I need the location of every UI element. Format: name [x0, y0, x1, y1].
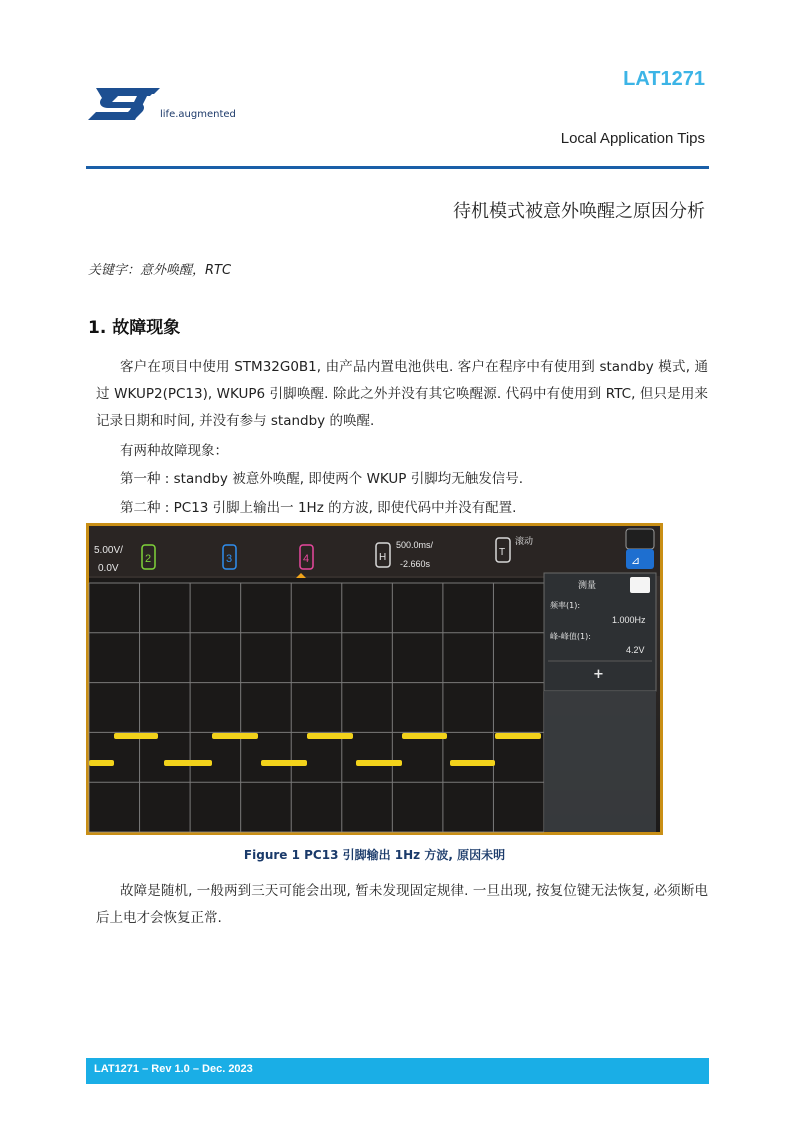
scope-top-bar — [89, 526, 660, 576]
doc-id: LAT1271 — [623, 68, 705, 90]
ch4-label: 4 — [303, 553, 310, 565]
graticule — [89, 578, 544, 832]
waveform-segment — [261, 760, 307, 766]
freq-label: 频率(1): — [550, 601, 581, 610]
keywords: 关键字：意外唤醒，RTC — [88, 263, 232, 278]
time-delay: -2.660s — [400, 559, 431, 569]
waveform-segment — [450, 760, 495, 766]
waveform-segment — [495, 733, 541, 739]
ch1-offset: 0.0V — [98, 563, 119, 574]
pp-value: 4.2V — [626, 645, 645, 655]
timebase: 500.0ms/ — [396, 540, 434, 550]
waveform-segment — [307, 733, 353, 739]
paragraph-failure-pattern: 故障是随机, 一般两到三天可能会出现, 暂未发现固定规律. 一旦出现, 按复位键无法恢复, 必须断电后上电才会恢复正常. — [96, 883, 708, 926]
ch2-label: 2 — [145, 553, 152, 565]
paragraph-symptoms-lead: 有两种故障现象： — [120, 443, 228, 459]
footer-text: LAT1271 – Rev 1.0 – Dec. 2023 — [94, 1063, 253, 1075]
header-rule — [86, 166, 709, 169]
paragraph-symptom-2: 第二种 : PC13 引脚上输出一 1Hz 的方波, 即使代码中并没有配置. — [120, 500, 517, 516]
footer-bar — [86, 1058, 709, 1084]
menu-button — [626, 529, 654, 549]
waveform-segment — [114, 733, 158, 739]
st-logo — [88, 86, 248, 122]
logo-tagline: life.augmented — [160, 109, 236, 120]
figure-caption: Figure 1 PC13 引脚输出 1Hz 方波, 原因未明 — [243, 848, 506, 862]
waveform-segment — [356, 760, 402, 766]
waveform-segment — [402, 733, 447, 739]
doc-title: 待机模式被意外唤醒之原因分析 — [453, 201, 705, 222]
section-title: 1. 故障现象 — [88, 318, 181, 338]
waveform-segment — [89, 760, 114, 766]
panel-lower — [544, 691, 656, 832]
pp-label: 峰-峰值(1): — [550, 632, 591, 641]
st-logo-mark — [88, 88, 160, 120]
measure-panel-title: 测量 — [578, 581, 597, 591]
auto-icon: ⊿ — [631, 554, 641, 567]
paragraph-intro: 客户在项目中使用 STM32G0B1, 由产品内置电池供电. 客户在程序中有使用到 standby 模式, 通过 WKUP2(PC13), WKUP6 引脚唤醒. 除此之外并没有其它唤醒源. 代码中有使用到 RTC, 但只是用来记录日期和时间, 并没有参与 standby 的唤醒. — [96, 359, 708, 429]
horizontal-label: H — [379, 552, 387, 563]
waveform-segment — [212, 733, 258, 739]
panel-menu-icon — [630, 577, 650, 593]
trigger-mode: 滚动 — [515, 537, 534, 547]
ch1-scale: 5.00V/ — [94, 545, 123, 556]
doc-type: Local Application Tips — [560, 130, 705, 147]
waveform-segment — [164, 760, 212, 766]
paragraph-symptom-1: 第一种 : standby 被意外唤醒, 即使两个 WKUP 引脚均无触发信号. — [120, 471, 524, 487]
oscilloscope-photo — [86, 523, 663, 835]
trigger-label: T — [499, 547, 506, 558]
ch3-label: 3 — [226, 553, 233, 565]
freq-value: 1.000Hz — [612, 615, 646, 625]
add-measure-icon: + — [593, 667, 604, 682]
